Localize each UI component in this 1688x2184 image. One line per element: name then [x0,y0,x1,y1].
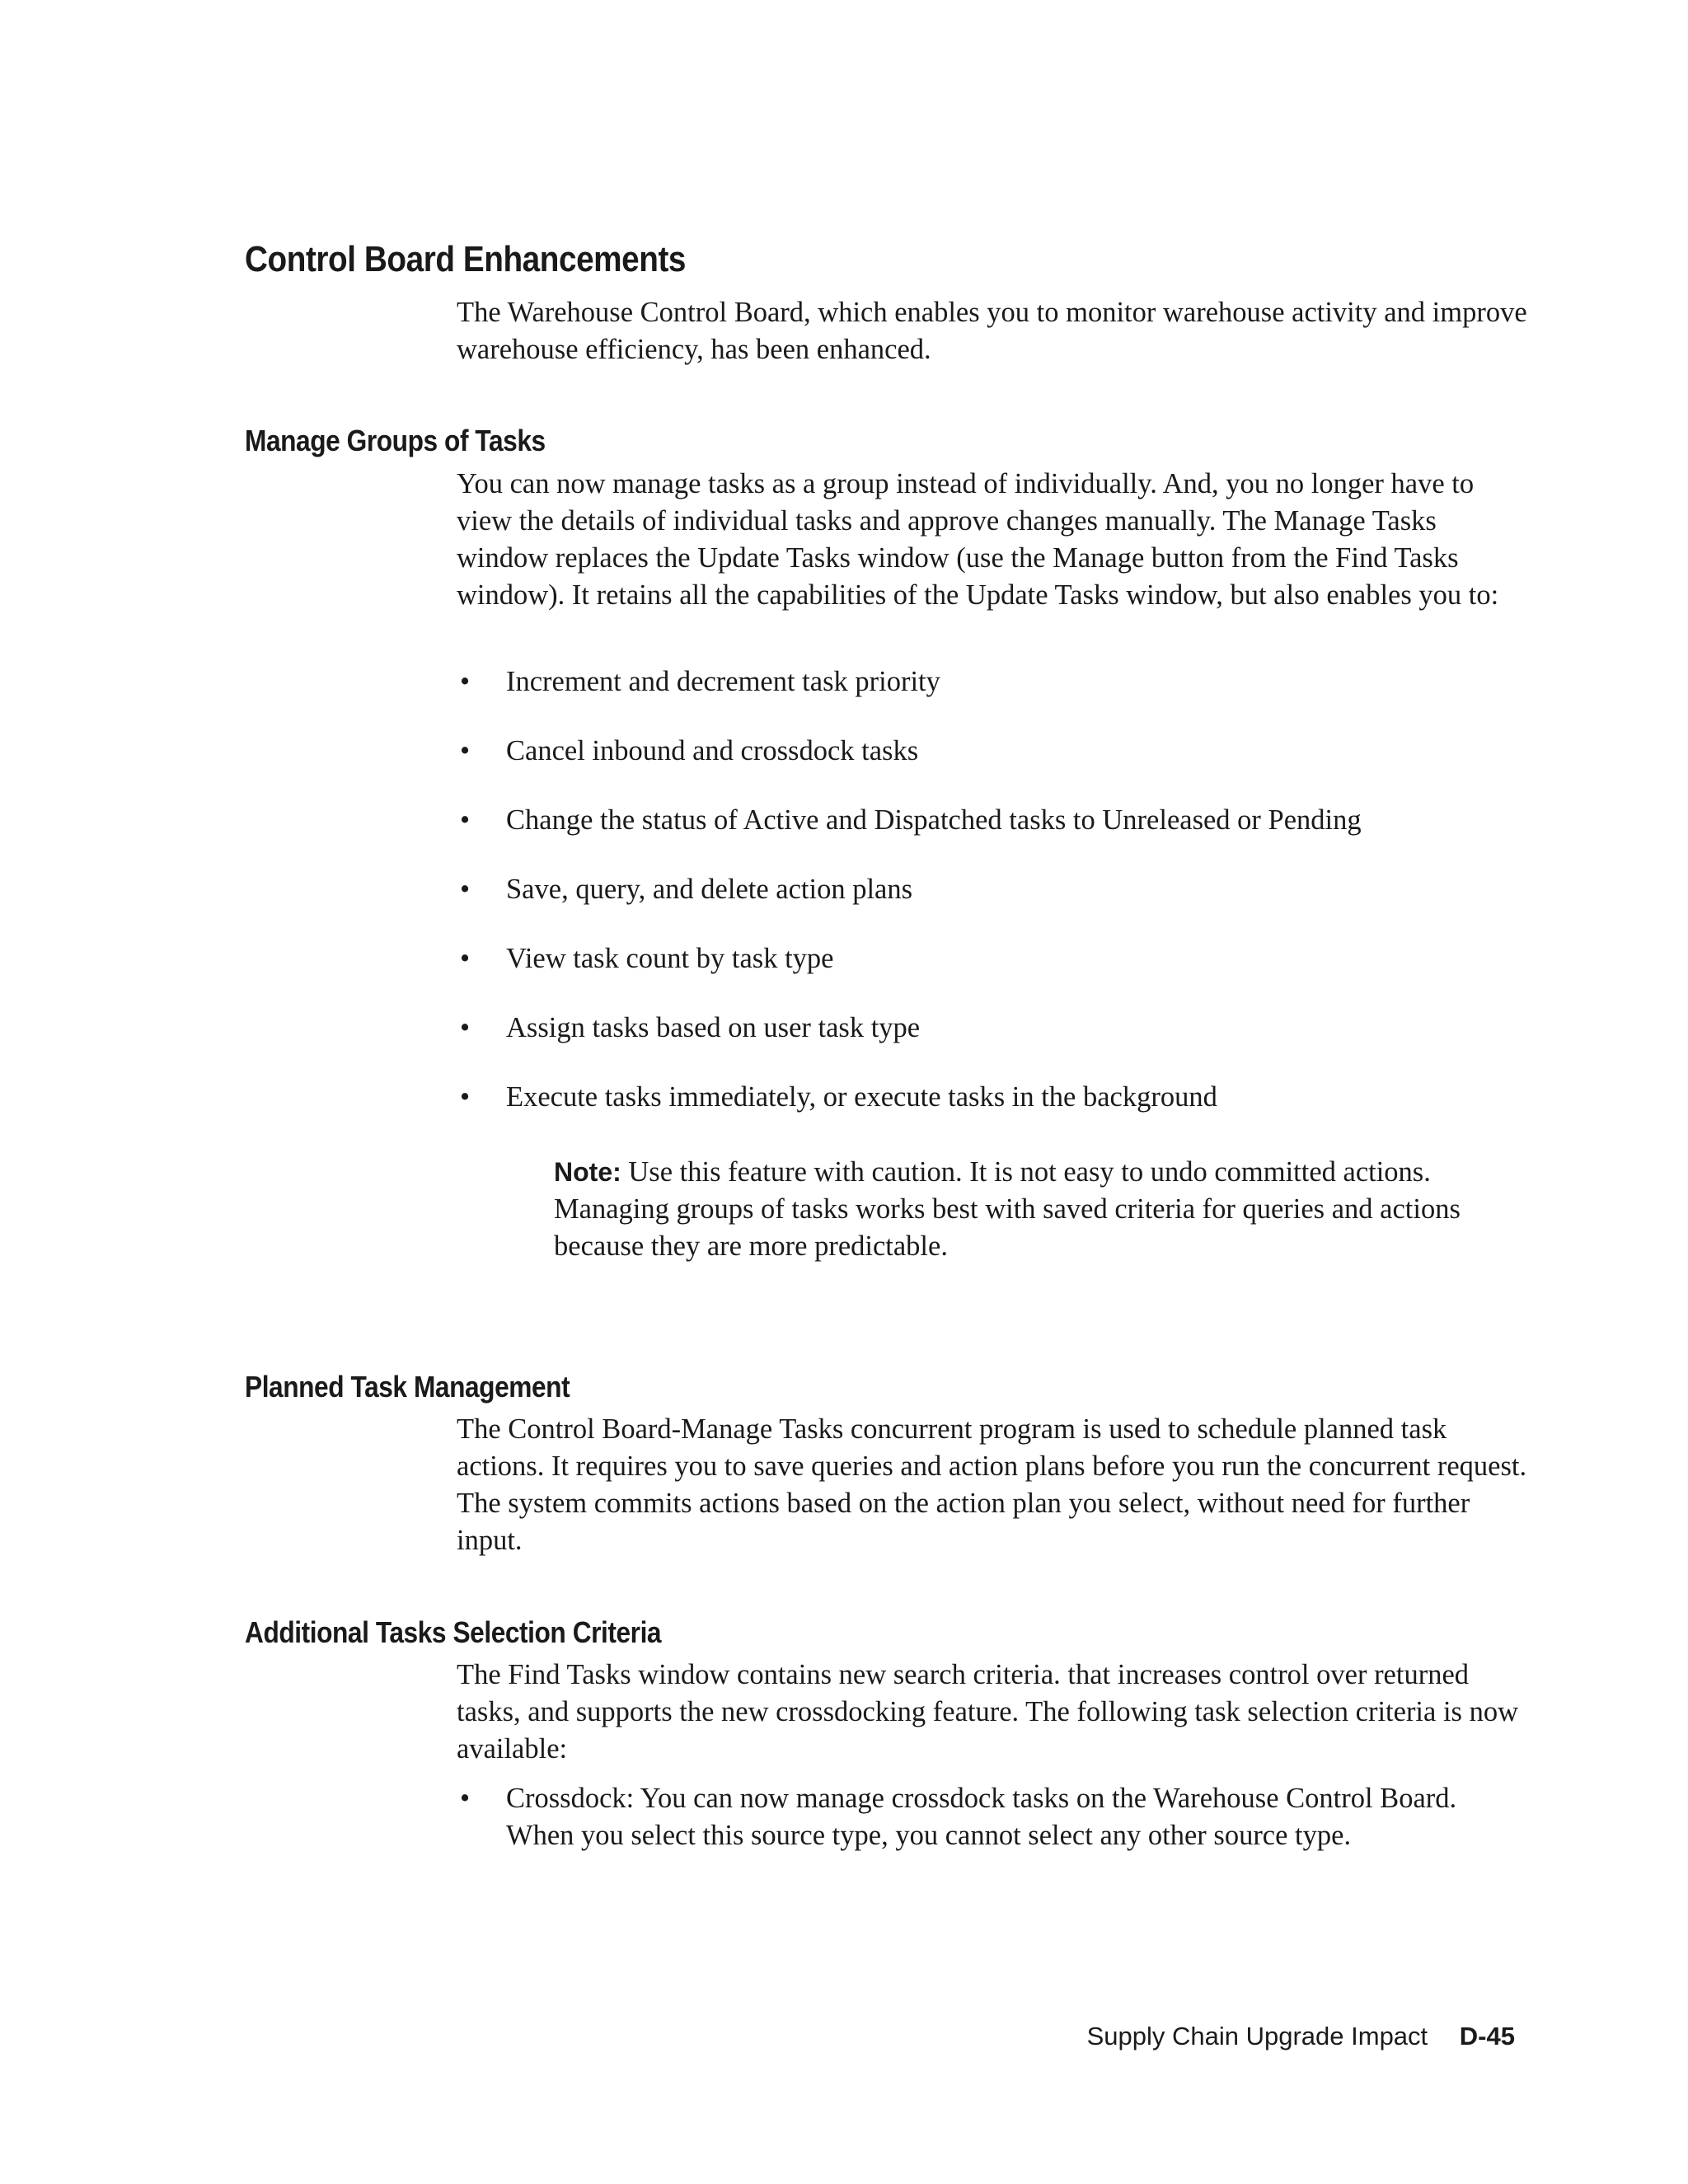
bullet-item [457,733,1528,770]
page-footer [0,2022,1515,2051]
section-heading-control-board: Control Board Enhancements [245,239,687,279]
planned-task-paragraph: The Control Board-Manage Tasks concurrent program is used to schedule planned task actions. It requires you to save queries and action plans before you run the concurrent request. The system commits actions based on the action plan you select, without need for further input. [457,1413,1527,1556]
manage-groups-bullet-list [457,663,1528,1116]
bullet-dot: • [460,1783,471,1814]
bullet-dot: • [460,804,471,836]
note-block [554,1154,1461,1265]
manage-groups-paragraph: You can now manage tasks as a group instead of individually. And, you no longer have to view the details of individual tasks and approve changes manually. The Manage Tasks window replaces the Update Tasks window (use the Manage button from the Find Tasks window). It retains all the capabilities of the Update Tasks window, but also enables you to: [457,468,1499,611]
bullet-text: Cancel inbound and crossdock tasks [506,735,919,766]
section-heading-manage-groups: Manage Groups of Tasks [245,424,546,457]
bullet-dot: • [460,1081,471,1113]
bullet-text: Execute tasks immediately, or execute tasks in the background [506,1081,1217,1113]
control-board-paragraph: The Warehouse Control Board, which enables you to monitor warehouse activity and improve warehouse efficiency, has been enhanced. [457,297,1527,365]
note-label: Note: [554,1157,621,1187]
bullet-dot: • [460,735,471,766]
bullet-text: Increment and decrement task priority [506,666,940,697]
bullet-text: Assign tasks based on user task type [506,1012,921,1043]
bullet-text: Crossdock: You can now manage crossdock tasks on the Warehouse Control Board. When you select this source type, you cannot select any other source type. [506,1783,1457,1851]
section-heading-planned-task: Planned Task Management [245,1370,570,1404]
bullet-item [457,1079,1528,1116]
bullet-text: View task count by task type [506,943,834,974]
footer-page-number: D-45 [1459,2022,1515,2050]
bullet-dot: • [460,874,471,905]
bullet-text: Change the status of Active and Dispatched tasks to Unreleased or Pending [506,804,1362,836]
bullet-dot: • [460,1012,471,1043]
bullet-text: Save, query, and delete action plans [506,874,913,905]
bullet-item [457,1010,1528,1047]
bullet-item [457,940,1528,977]
bullet-item [457,1780,1528,1854]
bullet-item [457,871,1528,908]
section-heading-additional-criteria: Additional Tasks Selection Criteria [245,1615,662,1649]
bullet-dot: • [460,943,471,974]
bullet-dot: • [460,666,471,697]
footer-title: Supply Chain Upgrade Impact [1086,2022,1428,2050]
bullet-item [457,663,1528,701]
note-text: Use this feature with caution. It is not easy to undo committed actions. Managing groups of tasks works best with saved criteria for queries and actions because they are more predictable. [554,1156,1461,1262]
additional-criteria-paragraph: The Find Tasks window contains new search criteria. that increases control over returned tasks, and supports the new crossdocking feature. The following task selection criteria is now available: [457,1659,1519,1765]
additional-criteria-bullet-list [457,1780,1528,1854]
bullet-item [457,802,1528,839]
